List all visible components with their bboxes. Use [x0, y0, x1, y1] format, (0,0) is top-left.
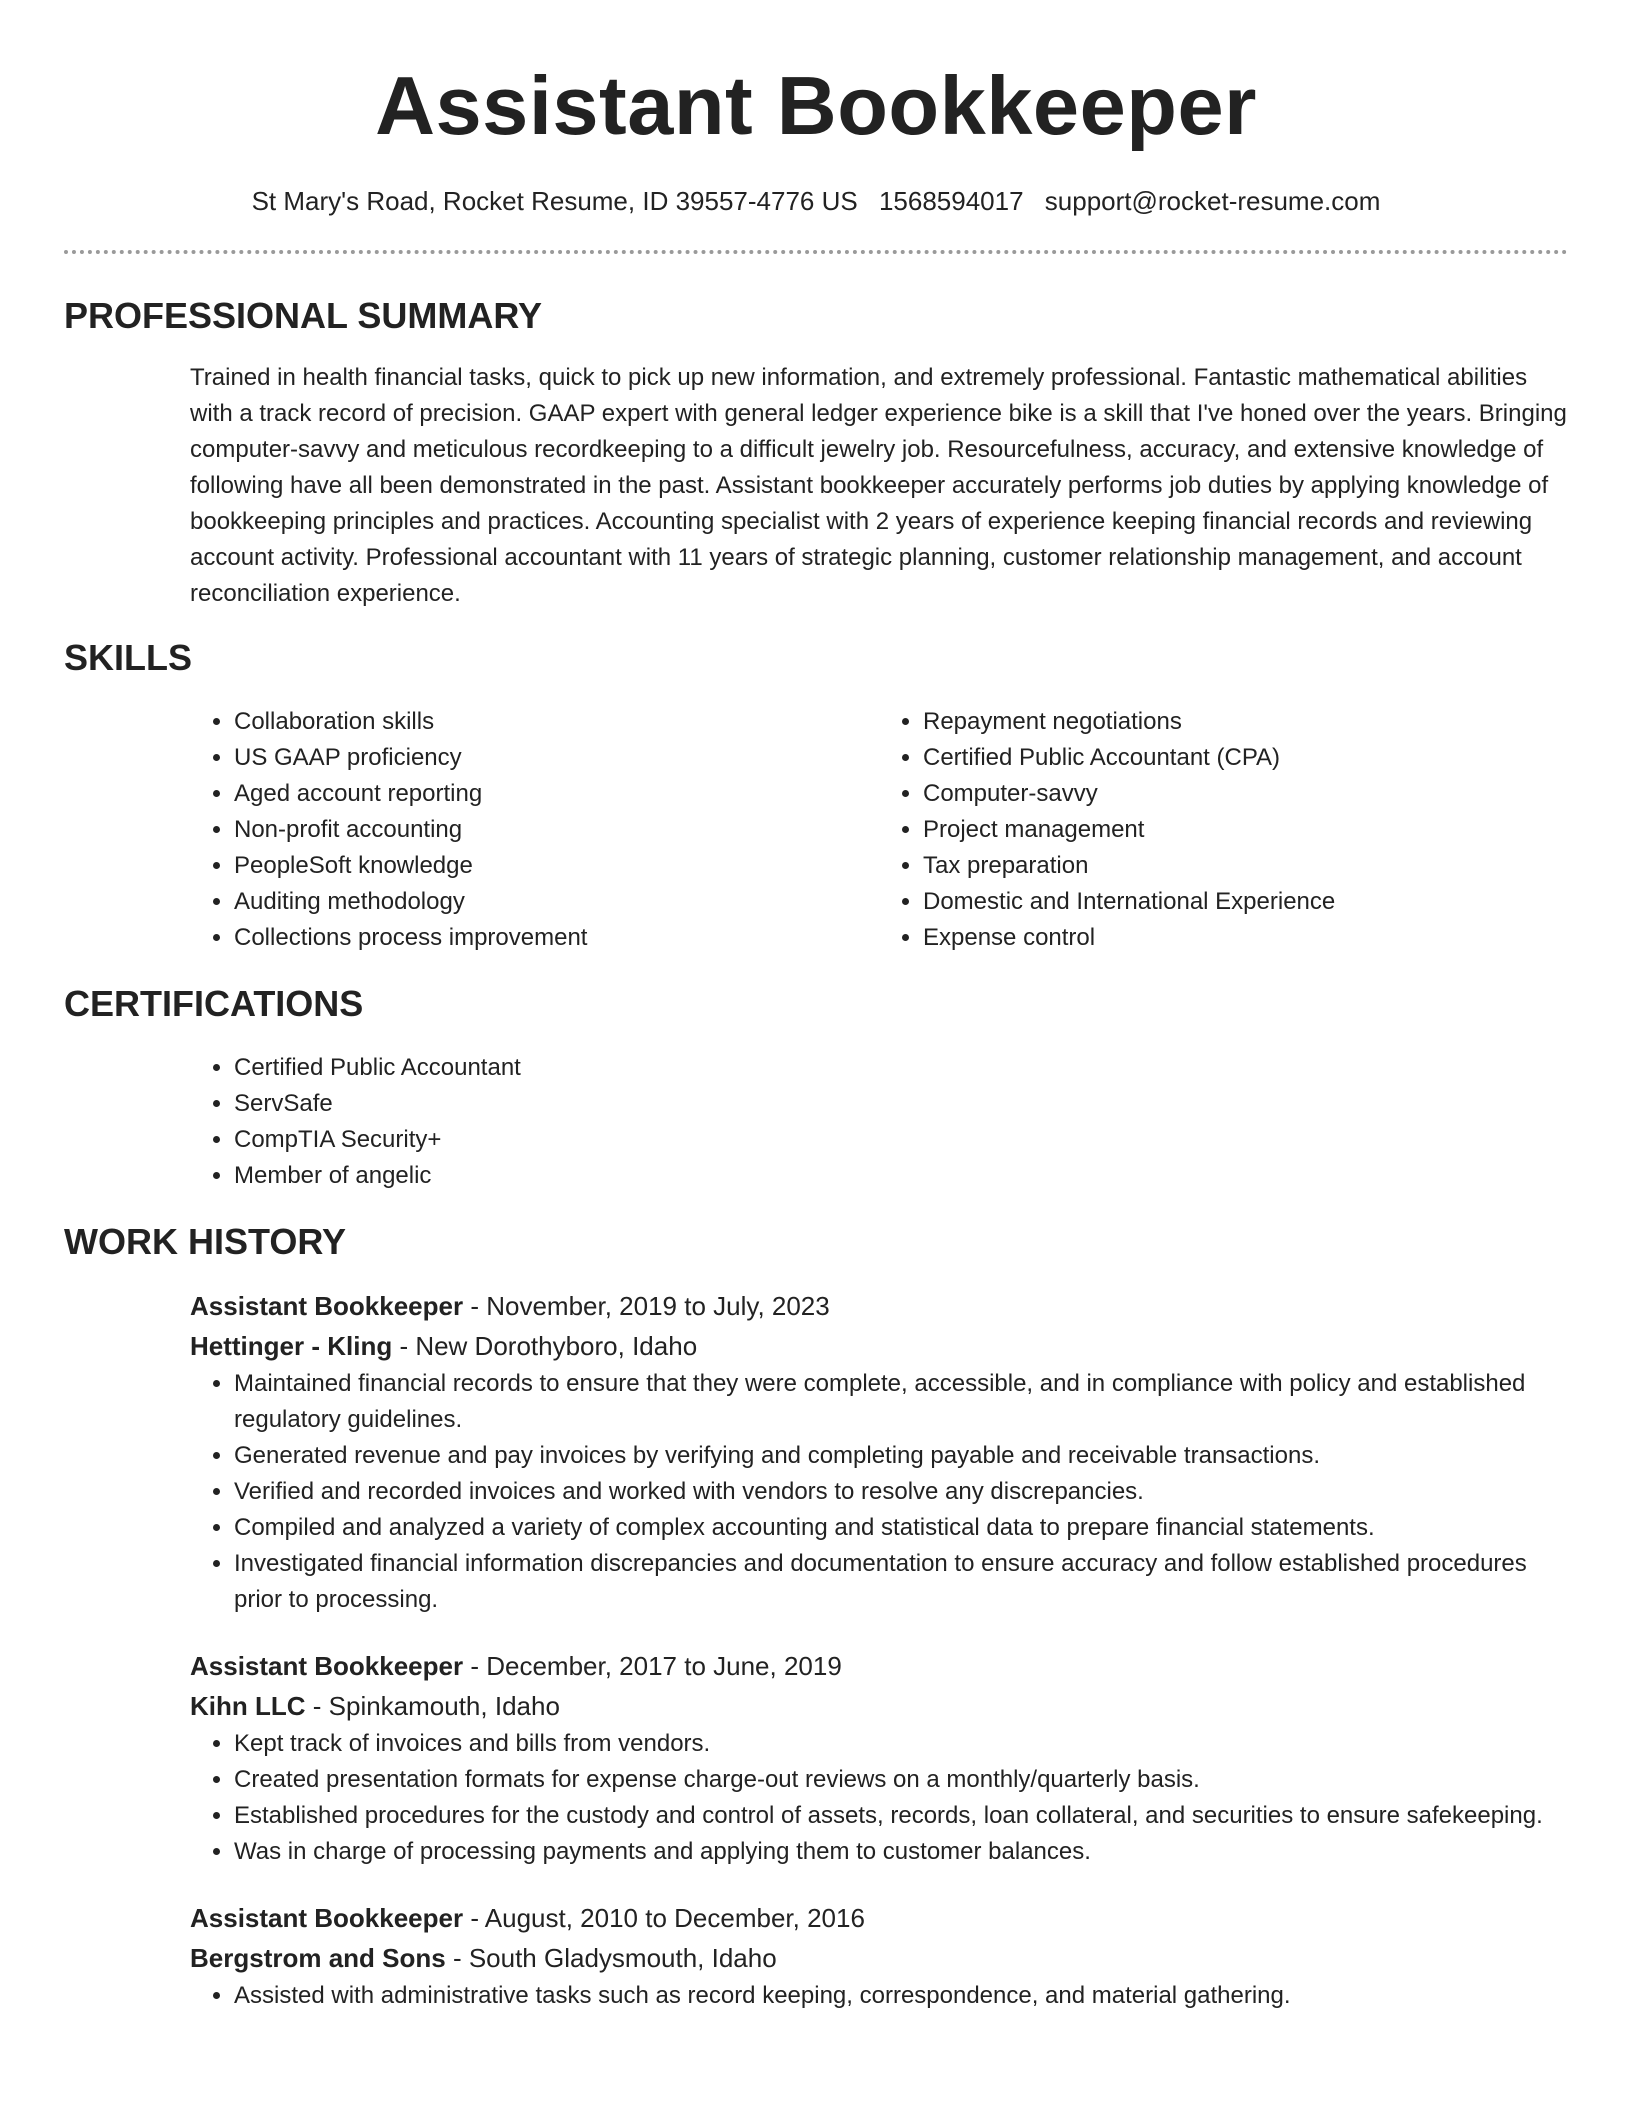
job-company: Bergstrom and Sons	[190, 1943, 446, 1973]
job-company: Hettinger - Kling	[190, 1331, 393, 1361]
list-item: • Certified Public Accountant (CPA)	[923, 740, 1568, 776]
job-location: - South Gladysmouth, Idaho	[445, 1943, 777, 1973]
list-item: • Repayment negotiations	[923, 704, 1568, 740]
certifications-block	[190, 1050, 1568, 1194]
job-title-line	[190, 1898, 1568, 1938]
certifications-list	[190, 1050, 1568, 1194]
contact-phone: 1568594017	[878, 186, 1024, 216]
list-item: • Investigated financial information discrepancies and documentation to ensure accuracy and follow established procedures prior to processing.	[234, 1546, 1568, 1618]
job-entry	[190, 1898, 1568, 2014]
list-item: • Compiled and analyzed a variety of complex accounting and statistical data to prepare financial statements.	[234, 1510, 1568, 1546]
list-item: • Non-profit accounting	[234, 812, 879, 848]
summary-heading: PROFESSIONAL SUMMARY	[64, 295, 543, 336]
certifications-heading: CERTIFICATIONS	[64, 983, 364, 1024]
list-item: • Verified and recorded invoices and worked with vendors to resolve any discrepancies.	[234, 1474, 1568, 1510]
job-location: - New Dorothyboro, Idaho	[392, 1331, 698, 1361]
job-company-line	[190, 1686, 1568, 1726]
skills-list-right	[879, 704, 1568, 956]
job-duties-list	[190, 1366, 1568, 1618]
job-company-line	[190, 1938, 1568, 1978]
list-item: • Established procedures for the custody and control of assets, records, loan collateral, and securities to ensure safekeeping.	[234, 1798, 1568, 1834]
list-item: • Certified Public Accountant	[234, 1050, 1568, 1086]
list-item: • Assisted with administrative tasks such as record keeping, correspondence, and material gathering.	[234, 1978, 1568, 2014]
skills-heading: SKILLS	[64, 637, 193, 678]
list-item: • PeopleSoft knowledge	[234, 848, 879, 884]
resume-page	[64, 0, 1568, 2014]
list-item: • Collaboration skills	[234, 704, 879, 740]
list-item: • Generated revenue and pay invoices by verifying and completing payable and receivable transactions.	[234, 1438, 1568, 1474]
job-duties-list	[190, 1978, 1568, 2014]
list-item: • CompTIA Security+	[234, 1122, 1568, 1158]
job-dates: - November, 2019 to July, 2023	[463, 1291, 830, 1321]
list-item: • Computer-savvy	[923, 776, 1568, 812]
contact-email: support@rocket-resume.com	[1044, 186, 1381, 216]
list-item: • Collections process improvement	[234, 920, 879, 956]
resume-name: Assistant Bookkeeper	[375, 59, 1257, 152]
work-history-heading: WORK HISTORY	[64, 1221, 347, 1262]
summary-text: Trained in health financial tasks, quick to pick up new information, and extremely professional. Fantastic mathematical abilities with a track record of precision. GAAP expert with general ledger experience bike is a skill that I've honed over the years. Bringing computer-savvy and meticulous recordkeeping to a difficult jewelry job. Resourcefulness, accuracy, and extensive knowledge of following have all been demonstrated in the past. Assistant bookkeeper accurately performs job duties by applying knowledge of bookkeeping principles and practices. Accounting specialist with 2 years of experience keeping financial records and reviewing account activity. Professional accountant with 11 years of strategic planning, customer relationship management, and account reconciliation experience.	[190, 364, 1567, 607]
list-item: • US GAAP proficiency	[234, 740, 879, 776]
job-entry	[190, 1646, 1568, 1870]
skills-columns	[190, 704, 1568, 956]
list-item: • Tax preparation	[923, 848, 1568, 884]
job-entry	[190, 1286, 1568, 1618]
list-item: • Aged account reporting	[234, 776, 879, 812]
list-item: • Maintained financial records to ensure that they were complete, accessible, and in compliance with policy and established regulatory guidelines.	[234, 1366, 1568, 1438]
job-title-line	[190, 1646, 1568, 1686]
list-item: • ServSafe	[234, 1086, 1568, 1122]
contact-line	[64, 185, 1568, 217]
job-company-line	[190, 1326, 1568, 1366]
job-dates: - December, 2017 to June, 2019	[463, 1651, 842, 1681]
header-divider	[64, 250, 1568, 254]
list-item: • Kept track of invoices and bills from vendors.	[234, 1726, 1568, 1762]
job-title: Assistant Bookkeeper	[190, 1903, 464, 1933]
job-title: Assistant Bookkeeper	[190, 1651, 464, 1681]
list-item: • Expense control	[923, 920, 1568, 956]
list-item: • Was in charge of processing payments and applying them to customer balances.	[234, 1834, 1568, 1870]
job-duties-list	[190, 1726, 1568, 1870]
list-item: • Created presentation formats for expense charge-out reviews on a monthly/quarterly basis.	[234, 1762, 1568, 1798]
job-dates: - August, 2010 to December, 2016	[463, 1903, 865, 1933]
list-item: • Member of angelic	[234, 1158, 1568, 1194]
job-title: Assistant Bookkeeper	[190, 1291, 464, 1321]
job-location: - Spinkamouth, Idaho	[305, 1691, 560, 1721]
job-company: Kihn LLC	[190, 1691, 306, 1721]
list-item: • Project management	[923, 812, 1568, 848]
list-item: • Auditing methodology	[234, 884, 879, 920]
list-item: • Domestic and International Experience	[923, 884, 1568, 920]
job-title-line	[190, 1286, 1568, 1326]
contact-address: St Mary's Road, Rocket Resume, ID 39557-4776 US	[251, 186, 858, 216]
skills-list-left	[190, 704, 879, 956]
